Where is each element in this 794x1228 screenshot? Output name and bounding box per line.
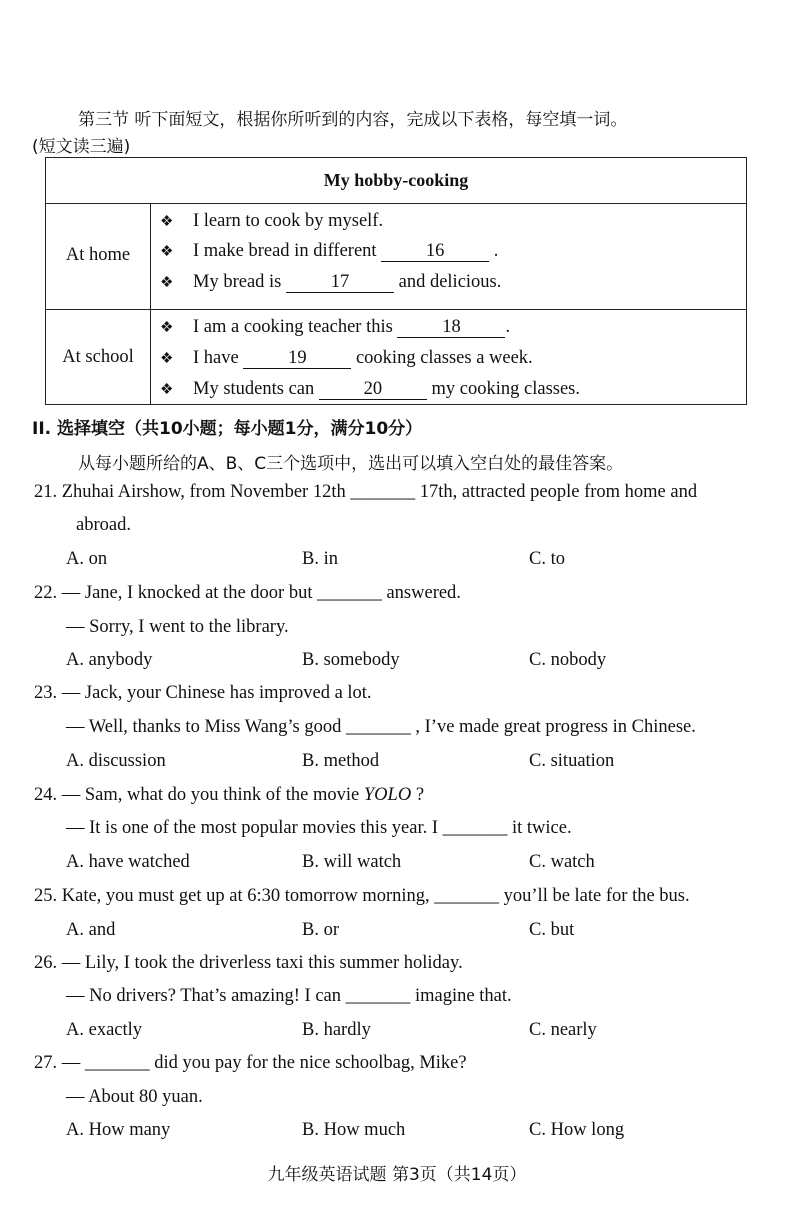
bullet-icon: ❖ — [160, 214, 174, 230]
bullet-icon: ❖ — [160, 382, 174, 398]
bullet-icon: ❖ — [160, 320, 174, 336]
question-26-line2: — No drivers? That’s amazing! I can _______ imagine that. — [66, 986, 512, 1006]
option-22-b[interactable]: B. somebody — [302, 650, 400, 670]
option-25-a[interactable]: A. and — [66, 920, 116, 940]
option-25-c[interactable]: C. but — [529, 920, 575, 940]
school-item-2: I have 19 cooking classes a week. — [193, 348, 533, 368]
section3-title: 第三节 听下面短文，根据你所听到的内容，完成以下表格，每空填一词。 — [78, 110, 628, 130]
option-21-a[interactable]: A. on — [66, 549, 108, 569]
option-23-b[interactable]: B. method — [302, 751, 380, 771]
option-21-c[interactable]: C. to — [529, 549, 565, 569]
option-23-a[interactable]: A. discussion — [66, 751, 166, 771]
home-item-1: I learn to cook by myself. — [193, 211, 384, 231]
table-divider — [150, 203, 151, 404]
hobby-table — [45, 157, 747, 405]
answer-blank-18[interactable]: 18 — [397, 318, 505, 338]
school-item-1: I am a cooking teacher this 18 . — [193, 317, 511, 337]
section3-note: (短文读三遍) — [32, 137, 131, 157]
answer-blank-16[interactable]: 16 — [381, 242, 489, 262]
question-23: 23. — Jack, your Chinese has improved a lot. — [34, 683, 372, 703]
part2-instruction: 从每小题所给的A、B、C三个选项中，选出可以填入空白处的最佳答案。 — [78, 454, 624, 474]
part2-title: II. 选择填空（共10小题；每小题1分，满分10分） — [32, 419, 423, 439]
table-header: My hobby-cooking — [323, 170, 469, 190]
school-item-3: My students can 20 my cooking classes. — [193, 379, 581, 399]
home-item-2: I make bread in different 16 . — [193, 241, 499, 261]
option-27-b[interactable]: B. How much — [302, 1120, 406, 1140]
option-23-c[interactable]: C. situation — [529, 751, 615, 771]
option-26-c[interactable]: C. nearly — [529, 1020, 597, 1040]
option-22-c[interactable]: C. nobody — [529, 650, 607, 670]
question-24: 24. — Sam, what do you think of the movie YOLO ? — [34, 785, 425, 805]
question-22: 22. — Jane, I knocked at the door but _______ answered. — [34, 583, 461, 603]
bullet-icon: ❖ — [160, 351, 174, 367]
answer-blank-19[interactable]: 19 — [243, 349, 351, 369]
question-23-line2: — Well, thanks to Miss Wang’s good _______ , I’ve made great progress in Chinese. — [66, 717, 696, 737]
question-26: 26. — Lily, I took the driverless taxi this summer holiday. — [34, 953, 463, 973]
question-21-line2: abroad. — [76, 515, 131, 535]
option-27-c[interactable]: C. How long — [529, 1120, 625, 1140]
page-footer: 九年级英语试题 第3页（共14页） — [267, 1165, 527, 1185]
option-24-b[interactable]: B. will watch — [302, 852, 402, 872]
question-25: 25. Kate, you must get up at 6:30 tomorrow morning, _______ you’ll be late for the bus. — [34, 886, 690, 906]
bullet-icon: ❖ — [160, 244, 174, 260]
option-24-c[interactable]: C. watch — [529, 852, 595, 872]
table-row-school — [46, 309, 746, 404]
row-label-school: At school — [62, 347, 134, 367]
answer-blank-20[interactable]: 20 — [319, 380, 427, 400]
question-22-line2: — Sorry, I went to the library. — [66, 617, 289, 637]
home-item-3: My bread is 17 and delicious. — [193, 272, 502, 292]
option-26-a[interactable]: A. exactly — [66, 1020, 143, 1040]
answer-blank-17[interactable]: 17 — [286, 273, 394, 293]
question-24-line2: — It is one of the most popular movies this year. I _______ it twice. — [66, 818, 572, 838]
option-21-b[interactable]: B. in — [302, 549, 338, 569]
table-row-home — [46, 203, 746, 310]
option-27-a[interactable]: A. How many — [66, 1120, 171, 1140]
movie-title: YOLO — [363, 785, 412, 805]
question-21: 21. Zhuhai Airshow, from November 12th _______ 17th, attracted people from home and — [34, 482, 698, 502]
question-27-line2: — About 80 yuan. — [66, 1087, 203, 1107]
option-22-a[interactable]: A. anybody — [66, 650, 153, 670]
option-26-b[interactable]: B. hardly — [302, 1020, 371, 1040]
bullet-icon: ❖ — [160, 275, 174, 291]
question-27: 27. — _______ did you pay for the nice schoolbag, Mike? — [34, 1053, 467, 1073]
row-label-home: At home — [65, 245, 131, 265]
option-24-a[interactable]: A. have watched — [66, 852, 190, 872]
option-25-b[interactable]: B. or — [302, 920, 339, 940]
